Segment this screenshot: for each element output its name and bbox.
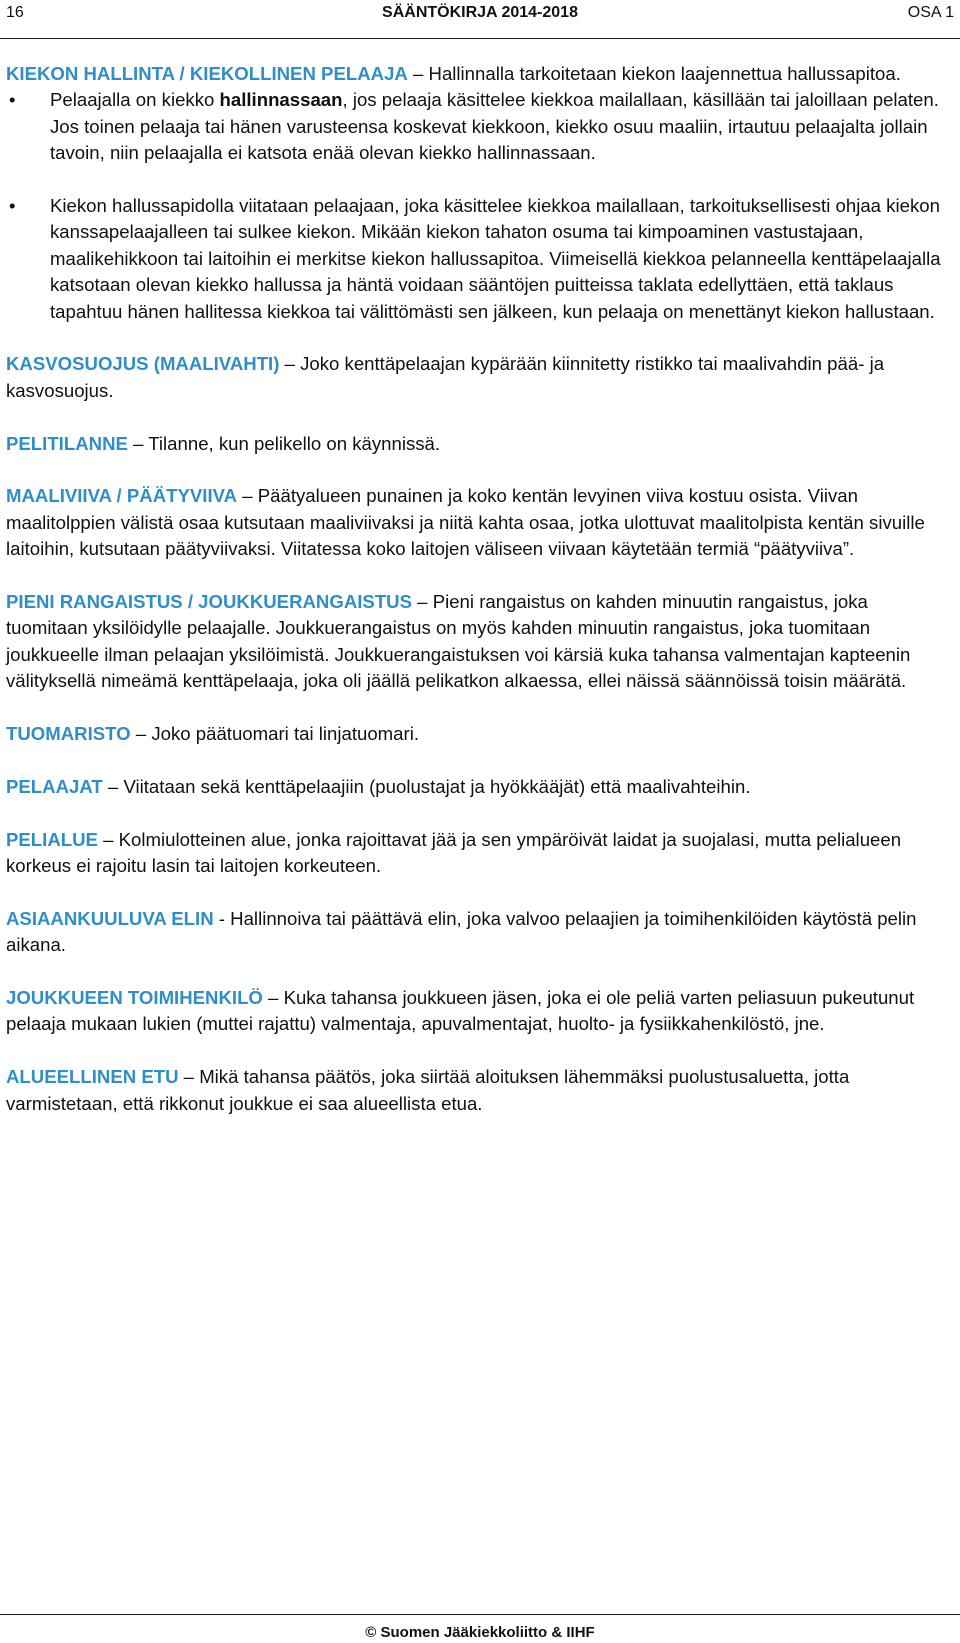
definition-term: PELAAJAT bbox=[6, 775, 103, 797]
definition-text: – Hallinnalla tarkoitetaan kiekon laajennettua hallussapitoa. bbox=[407, 63, 901, 84]
definition-term: KASVOSUOJUS (MAALIVAHTI) bbox=[6, 353, 280, 375]
definition-entry bbox=[6, 431, 946, 457]
definition-text: – Viitataan sekä kenttäpelaajiin (puolustajat ja hyökkääjät) että maalivahteihin. bbox=[102, 775, 751, 797]
part-label: OSA 1 bbox=[907, 4, 954, 21]
definition-term: ALUEELLINEN ETU bbox=[6, 1066, 179, 1088]
definition-entry bbox=[6, 351, 946, 404]
definition-text: – Tilanne, kun pelikello on käynnissä. bbox=[127, 432, 441, 454]
definition-text: – Joko päätuomari tai linjatuomari. bbox=[130, 723, 420, 745]
definition-text: – Kolmiulotteinen alue, jonka rajoittavat jää ja sen ympäröivät laidat ja suojalasi, mutta pelialueen korkeus ei rajoitu lasin tai laitojen korkeuteen. bbox=[6, 828, 902, 877]
definition-text: – Päätyalueen punainen ja koko kentän levyinen viiva kostuu osista. Viivan maalitolppien välistä osaa kutsutaan maaliviivaksi ja niitä kahta osaa, jotka ulottuvat maalitolpista kentän sivuille laitoihin, kutsutaan päätyviivaksi. Viitatessa koko laitojen väliseen viivaan käytetään termiä “päätyviiva”. bbox=[6, 485, 925, 560]
bullet-item bbox=[6, 193, 946, 325]
definition-entry bbox=[6, 721, 946, 747]
bullet-text-post: , jos pelaaja käsittelee kiekkoa mailallaan, käsillään tai jaloillaan pelaten. Jos toinen pelaaja tai hänen varusteensa koskevat kiekkoon, kiekko osuu maaliin, irtautuu pelaajalta jollain tavoin, niin pelaajalla ei katsota enää olevan kiekko hallinnassaan. bbox=[50, 89, 939, 164]
definition-entry bbox=[6, 774, 946, 800]
bullet-text-bold: hallinnassaan bbox=[219, 89, 343, 111]
copyright-text: © Suomen Jääkiekkoliitto & IIHF bbox=[365, 1624, 595, 1641]
definition-term: KIEKON HALLINTA / KIEKOLLINEN PELAAJA bbox=[6, 63, 408, 84]
page-footer bbox=[0, 1614, 960, 1643]
bullet-text-pre: Kiekon hallussapidolla viitataan pelaajaan, joka käsittelee kiekkoa mailallaan, tarkoituksellisesti ohjaa kiekon kanssapelaajalleen tai sulkee kiekon. Mikään kiekon tahaton osuma tai kimpoaminen vastustajaan, maalikehikkoon tai laitoihin ei merkitse kiekon hallussapitoa. Viimeisellä kiekkoa pelanneella kenttäpelaajalla katsotaan olevan kiekko hallussa ja häntä voidaan sääntöjen puitteissa taklata edellyttäen, että taklaus tapahtuu hänen hallitessa kiekkoa tai välittömästi sen jälkeen, kun pelaaja on menettänyt kiekon hallustaan. bbox=[50, 195, 941, 322]
definition-text: – Mikä tahansa päätös, joka siirtää aloituksen lähemmäksi puolustusaluetta, jotta varmistetaan, että rikkonut joukkue ei saa alueellista etua. bbox=[6, 1066, 850, 1114]
bullet-list bbox=[6, 87, 946, 325]
definition-term: MAALIVIIVA / PÄÄTYVIIVA bbox=[6, 485, 238, 507]
definition-text: – Joko kenttäpelaajan kypärään kiinnitetty ristikko tai maalivahdin pää- ja kasvosuojus. bbox=[6, 353, 885, 401]
definition-text: – Kuka tahansa joukkueen jäsen, joka ei ole peliä varten peliasuun pukeutunut pelaaja mukaan lukien (muttei rajattu) valmentaja, apuvalmentajat, huolto- ja fysiikkahenkilöstö, jne. bbox=[6, 987, 915, 1035]
definition-entry bbox=[6, 589, 946, 695]
definition-term: PIENI RANGAISTUS / JOUKKUERANGAISTUS bbox=[6, 591, 413, 613]
page-number: 16 bbox=[6, 4, 24, 21]
definitions-list bbox=[6, 61, 946, 1143]
definition-entry bbox=[6, 61, 946, 325]
bullet-icon: • bbox=[9, 195, 16, 217]
definition-term: JOUKKUEEN TOIMIHENKILÖ bbox=[6, 987, 263, 1009]
definition-entry bbox=[6, 985, 946, 1038]
definition-text: - Hallinnoiva tai päättävä elin, joka valvoo pelaajien ja toimihenkilöiden käytöstä pelin aikana. bbox=[6, 907, 917, 956]
definition-entry bbox=[6, 827, 946, 880]
document-title: SÄÄNTÖKIRJA 2014-2018 bbox=[382, 4, 578, 21]
definition-term: PELITILANNE bbox=[6, 432, 128, 454]
definition-entry bbox=[6, 906, 946, 959]
page-header bbox=[0, 0, 960, 39]
definition-text: – Pieni rangaistus on kahden minuutin rangaistus, joka tuomitaan yksilöidylle pelaajalle. Joukkuerangaistus on myös kahden minuutin rangaistus, joka tuomitaan joukkueelle ilman pelaajan yksilöimistä. Joukkuerangaistuksen voi kärsiä kuka tahansa valmentajan kapteenin välityksellä nimeämä kenttäpelaaja, joka oli jäällä pelikatkon alkaessa, ellei näissä säännöissä toisin määrätä. bbox=[6, 591, 911, 692]
definition-term: PELIALUE bbox=[6, 828, 98, 850]
definition-entry bbox=[6, 1064, 946, 1117]
definition-entry bbox=[6, 483, 946, 562]
bullet-item bbox=[6, 87, 946, 166]
bullet-icon: • bbox=[9, 89, 16, 111]
bullet-text-pre: Pelaajalla on kiekko bbox=[50, 89, 220, 111]
definition-term: ASIAANKUULUVA ELIN bbox=[6, 907, 214, 929]
definition-term: TUOMARISTO bbox=[6, 723, 131, 745]
